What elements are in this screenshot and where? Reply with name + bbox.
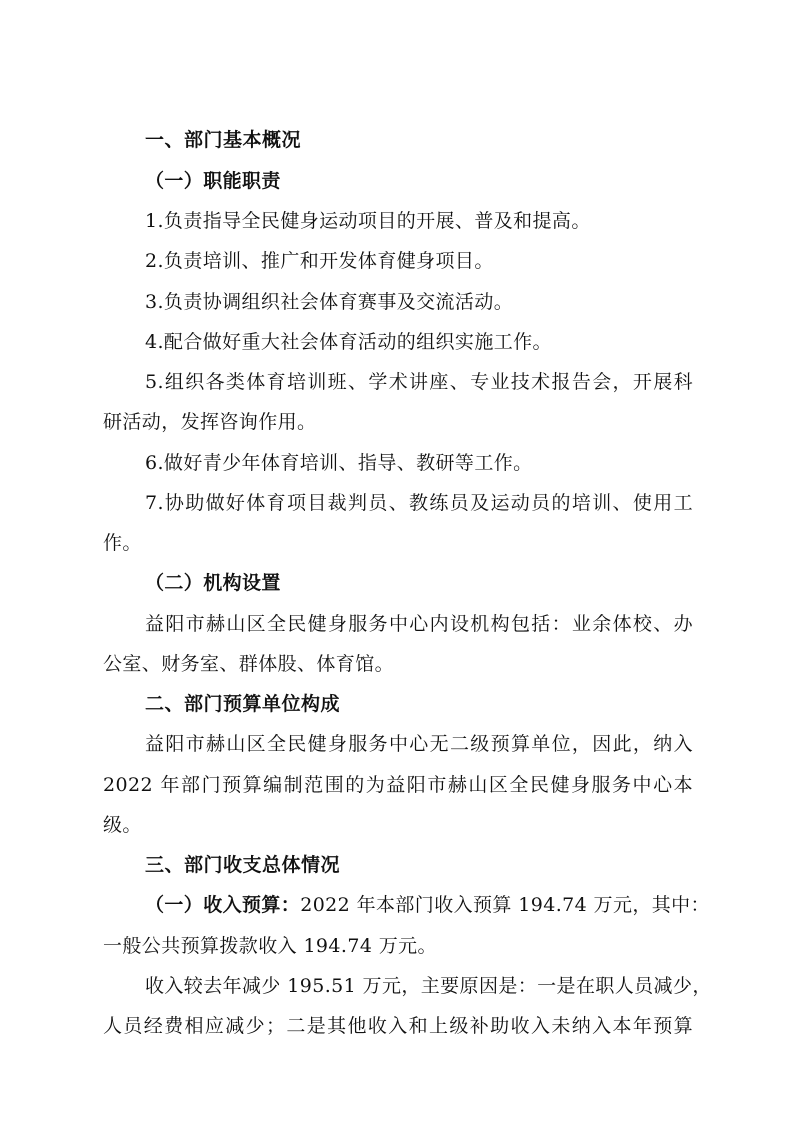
duty-item-5-line-1: 5.组织各类体育培训班、学术讲座、专业技术报告会，开展科 bbox=[145, 371, 693, 393]
section-1-heading: 一、部门基本概况 bbox=[145, 129, 302, 151]
duty-item-3: 3.负责协调组织社会体育赛事及交流活动。 bbox=[145, 291, 514, 313]
income-budget-text: 2022 年本部门收入预算 194.74 万元，其中： bbox=[300, 894, 710, 916]
income-budget-line-2: 一般公共预算拨款收入 194.74 万元。 bbox=[103, 935, 437, 957]
duty-item-7-line-2: 作。 bbox=[103, 532, 142, 554]
duty-item-2: 2.负责培训、推广和开发体育健身项目。 bbox=[145, 250, 494, 272]
structure-line-1: 益阳市赫山区全民健身服务中心内设机构包括：业余体校、办 bbox=[145, 613, 693, 635]
income-budget-label: （一）收入预算： bbox=[145, 894, 301, 916]
income-change-line-1: 收入较去年减少 195.51 万元，主要原因是：一是在职人员减少， bbox=[145, 975, 712, 997]
duty-item-6: 6.做好青少年体育培训、指导、教研等工作。 bbox=[145, 452, 533, 474]
duty-item-1: 1.负责指导全民健身运动项目的开展、普及和提高。 bbox=[145, 210, 591, 232]
budget-unit-line-1: 益阳市赫山区全民健身服务中心无二级预算单位，因此，纳入 bbox=[145, 733, 693, 755]
section-2-heading: 二、部门预算单位构成 bbox=[145, 693, 341, 715]
duty-item-7-line-1: 7.协助做好体育项目裁判员、教练员及运动员的培训、使用工 bbox=[145, 492, 693, 514]
structure-line-2: 公室、财务室、群体股、体育馆。 bbox=[103, 653, 395, 675]
income-budget-line-1 bbox=[145, 885, 710, 925]
income-change-line-2: 人员经费相应减少；二是其他收入和上级补助收入未纳入本年预算 bbox=[103, 1015, 693, 1037]
subsection-duties-heading: （一）职能职责 bbox=[145, 170, 281, 192]
budget-unit-line-3: 级。 bbox=[103, 814, 142, 836]
duty-item-4: 4.配合做好重大社会体育活动的组织实施工作。 bbox=[145, 331, 552, 353]
section-3-heading: 三、部门收支总体情况 bbox=[145, 854, 341, 876]
duty-item-5-line-2: 研活动，发挥咨询作用。 bbox=[103, 411, 317, 433]
budget-unit-line-2: 2022 年部门预算编制范围的为益阳市赫山区全民健身服务中心本 bbox=[103, 774, 693, 796]
subsection-structure-heading: （二）机构设置 bbox=[145, 572, 281, 594]
